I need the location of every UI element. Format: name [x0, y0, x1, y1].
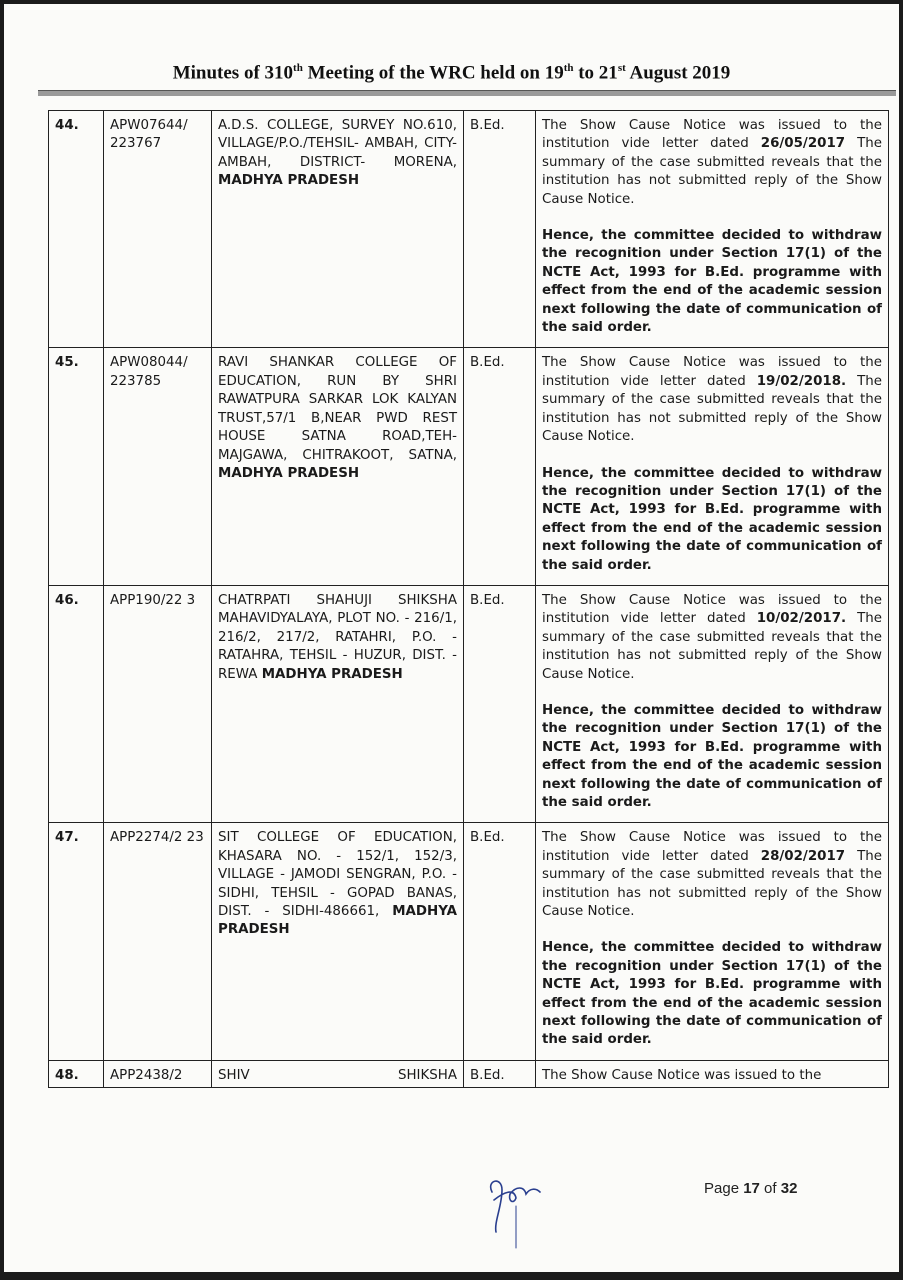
- course-name: B.Ed.: [464, 348, 536, 585]
- page-title: [4, 62, 899, 84]
- state-name: MADHYA PRADESH: [261, 666, 403, 682]
- title-sup-2: th: [563, 62, 574, 74]
- current-page: 17: [743, 1180, 760, 1197]
- signature-stroke: [491, 1181, 540, 1232]
- decision-cell: [536, 111, 889, 348]
- course-name: B.Ed.: [464, 823, 536, 1060]
- total-pages: 32: [780, 1180, 798, 1197]
- decision-cell: [536, 348, 889, 585]
- notice-summary: The summary of the case submitted reveals that the institution has not submitted reply of the Show Cause Notice.: [542, 848, 882, 920]
- notice-date: 19/02/2018.: [756, 373, 847, 389]
- document-page: [4, 4, 899, 1272]
- address-text: SHIV: [218, 1067, 250, 1083]
- decision-cell: [536, 585, 889, 822]
- notice-text: [542, 117, 882, 209]
- records-table: [48, 110, 889, 1088]
- title-text-3: to 21: [573, 62, 618, 84]
- title-text-2: Meeting of the WRC held on 19: [302, 62, 564, 84]
- address-text: A.D.S. COLLEGE, SURVEY NO.610, VILLAGE/P.O./TEHSIL- AMBAH, CITY- AMBAH, DISTRICT- MORENA,: [218, 118, 457, 170]
- application-code: APP2438/2: [104, 1060, 212, 1087]
- course-name: B.Ed.: [464, 1060, 536, 1087]
- course-name: B.Ed.: [464, 111, 536, 348]
- state-name: MADHYA PRADESH: [218, 173, 360, 189]
- title-sup-1: th: [293, 62, 303, 74]
- notice-date: 10/02/2017.: [756, 611, 847, 627]
- table-row: [49, 348, 889, 585]
- row-number: 45.: [49, 348, 104, 585]
- state-name: MADHYA PRADESH: [218, 465, 360, 481]
- notice-summary: The summary of the case submitted reveals that the institution has not submitted reply of the Show Cause Notice.: [542, 136, 882, 207]
- title-text-4: August 2019: [625, 62, 731, 84]
- application-code: APP2274/2 23: [104, 823, 212, 1060]
- table-row: [49, 111, 889, 348]
- application-code: APP190/22 3: [104, 585, 212, 822]
- notice-text: [542, 592, 882, 684]
- title-sup-3: st: [617, 62, 626, 74]
- institution-address: [212, 585, 464, 822]
- address-text: SHIKSHA: [397, 1067, 457, 1083]
- committee-decision: Hence, the committee decided to withdraw the recognition under Section 17(1) of the NCTE Act, 1993 for B.Ed. programme with effect from the end of the academic session next following the date of communication of the said order.: [542, 228, 882, 336]
- page-label: Page: [704, 1180, 744, 1197]
- address-text: CHATRPATI SHAHUJI SHIKSHA MAHAVIDYALAYA, PLOT NO. - 216/1, 216/2, 217/2, RATAHRI, P.O. - RATAHRA, TEHSIL - HUZUR, DIST. - REWA: [218, 592, 457, 682]
- notice-date: 28/02/2017: [760, 848, 846, 864]
- table-row: [49, 823, 889, 1060]
- page-number: [704, 1180, 797, 1197]
- committee-decision: Hence, the committee decided to withdraw the recognition under Section 17(1) of the NCTE Act, 1993 for B.Ed. programme with effect from the end of the academic session next following the date of communication of the said order.: [542, 702, 882, 810]
- row-number: 47.: [49, 823, 104, 1060]
- institution-address: [212, 823, 464, 1060]
- row-number: 48.: [49, 1060, 104, 1087]
- notice-summary: The summary of the case submitted reveals that the institution has not submitted reply of the Show Cause Notice.: [542, 373, 882, 445]
- notice-intro: The Show Cause Notice was issued to the institution vide letter dated: [542, 118, 882, 152]
- committee-decision: Hence, the committee decided to withdraw the recognition under Section 17(1) of the NCTE Act, 1993 for B.Ed. programme with effect from the end of the academic session next following the date of communication of the said order.: [542, 940, 882, 1048]
- notice-text: [542, 354, 882, 446]
- committee-decision: Hence, the committee decided to withdraw the recognition under Section 17(1) of the NCTE Act, 1993 for B.Ed. programme with effect from the end of the academic session next following the date of communication of the said order.: [542, 465, 882, 573]
- application-code: APW08044/ 223785: [104, 348, 212, 585]
- notice-text: The Show Cause Notice was issued to the: [536, 1060, 889, 1087]
- title-text-1: Minutes of 310: [172, 62, 294, 84]
- row-number: 44.: [49, 111, 104, 348]
- decision-cell: [536, 823, 889, 1060]
- institution-address: [212, 348, 464, 585]
- application-code: APW07644/ 223767: [104, 111, 212, 348]
- row-number: 46.: [49, 585, 104, 822]
- page-of: of: [759, 1180, 781, 1197]
- state-name: MADHYA PRADESH: [218, 904, 458, 938]
- notice-intro: The Show Cause Notice was issued to the institution vide letter dated: [542, 830, 882, 864]
- address-text: SIT COLLEGE OF EDUCATION, KHASARA NO. - 152/1, 152/3, VILLAGE - JAMODI SENGRAN, P.O. - SIDHI, TEHSIL - GOPAD BANAS, DIST. - SIDHI-486661,: [218, 830, 457, 920]
- notice-text: [542, 829, 882, 921]
- address-text: RAVI SHANKAR COLLEGE OF EDUCATION, RUN BY SHRI RAWATPURA SARKAR LOK KALYAN TRUST,57/1 B,NEAR PWD REST HOUSE SATNA ROAD,TEH-MAJGAWA, CHITRAKOOT, SATNA,: [218, 355, 457, 463]
- header-divider: [38, 90, 896, 96]
- notice-intro: The Show Cause Notice was issued to the institution vide letter dated: [542, 592, 882, 627]
- institution-address: [212, 111, 464, 348]
- institution-address: [212, 1060, 464, 1087]
- notice-summary: The summary of the case submitted reveals that the institution has not submitted reply of the Show Cause Notice.: [542, 611, 882, 682]
- table-row: [49, 1060, 889, 1087]
- table-row: [49, 585, 889, 822]
- course-name: B.Ed.: [464, 585, 536, 822]
- notice-intro: The Show Cause Notice was issued to the institution vide letter dated: [542, 355, 882, 389]
- notice-date: 26/05/2017: [760, 136, 846, 152]
- handwritten-signature: [480, 1170, 550, 1250]
